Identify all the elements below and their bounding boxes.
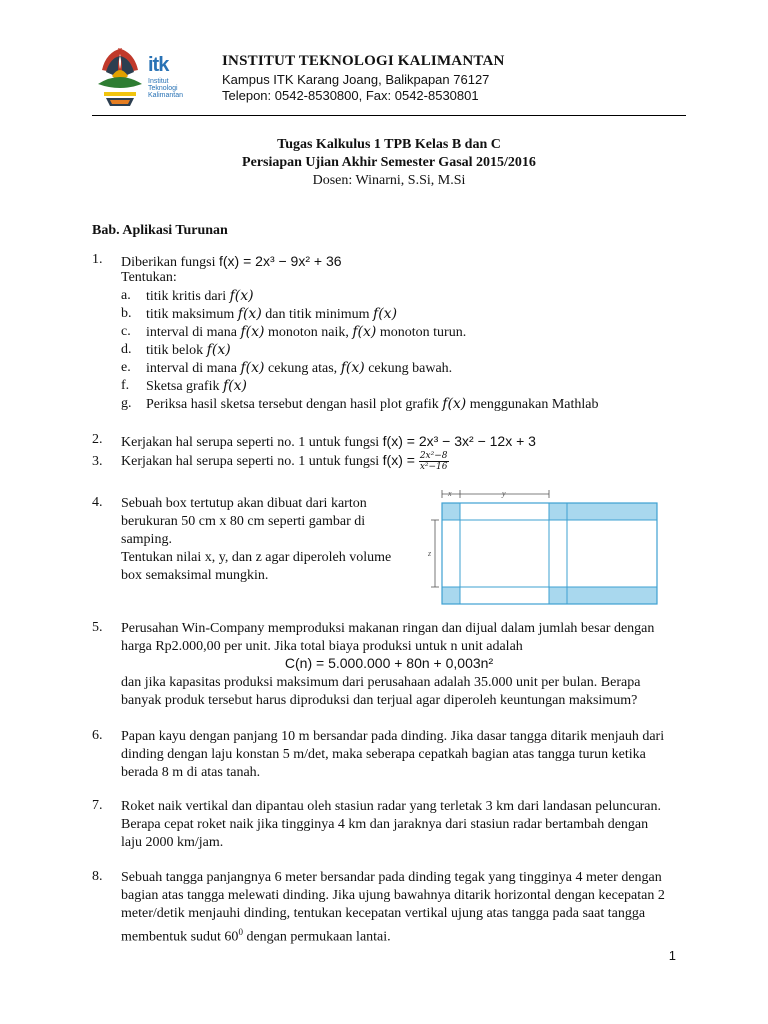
question-number: 7.	[92, 798, 103, 813]
side-flap	[567, 587, 657, 604]
function-symbol: f(x)	[229, 288, 254, 304]
function-symbol: f(x)	[340, 360, 365, 376]
dimension-z-arrow	[431, 520, 439, 587]
question-8-line: meter/detik menjauhi dinding, tentukan kecepatan vertikal ujung atas tangga pada saat tangga	[121, 906, 646, 921]
subitem-text: titik kritis dari f(x)	[146, 288, 254, 304]
question-number: 8.	[92, 869, 103, 884]
question-5-line: banyak produk tersebut harus diproduksi dan terjual agar diperoleh keuntungan maksimum?	[121, 693, 638, 708]
subitem-label: d.	[121, 342, 132, 357]
section-heading: Bab. Aplikasi Turunan	[92, 223, 228, 238]
subitem-text: titik belok f(x)	[146, 342, 231, 358]
question-number: 6.	[92, 728, 103, 743]
function-symbol: f(x)	[222, 378, 247, 394]
question-6-line: Papan kayu dengan panjang 10 m bersandar pada dinding. Jika dasar tangga ditarik menjauh dari	[121, 729, 665, 744]
subitem-label: a.	[121, 288, 131, 303]
box-net-figure	[428, 488, 664, 606]
institution-address: Kampus ITK Karang Joang, Balikpapan 76127	[222, 72, 490, 87]
question-7-line: Roket naik vertikal dan dipantau oleh stasiun radar yang terletak 3 km dari landasan peluncuran.	[121, 799, 661, 814]
hornbill-logo-icon	[92, 40, 200, 112]
subitem-text: Sketsa grafik f(x)	[146, 378, 247, 394]
subitem-text: interval di mana f(x) cekung atas, f(x) cekung bawah.	[146, 360, 453, 376]
question-7-line: laju 2000 km/jam.	[121, 835, 224, 850]
assignment-title: Tugas Kalkulus 1 TPB Kelas B dan C	[277, 137, 501, 152]
question-8-line: Sebuah tangga panjangnya 6 meter bersandar pada dinding tegak yang tingginya 4 meter dengan	[121, 870, 662, 885]
question-8-line: bagian atas tangga melewati dinding. Jika ujung bawahnya ditarik horizontal dengan kecepatan 2	[121, 888, 665, 903]
subitem-text: titik maksimum f(x) dan titik minimum f(x)	[146, 306, 398, 322]
question-3-text: Kerjakan hal serupa seperti no. 1 untuk fungsi f(x) = $\frac{\text{2x²−8}}{\text{x²−16}}$	[121, 451, 448, 473]
institution-phone: Telepon: 0542-8530800, Fax: 0542-8530801	[222, 88, 479, 103]
subitem-text: interval di mana f(x) monoton naik, f(x) monoton turun.	[146, 324, 467, 340]
box-net-diagram	[428, 488, 664, 606]
institution-name: INSTITUT TEKNOLOGI KALIMANTAN	[222, 53, 505, 69]
fraction: $\frac{\text{2x²−8}}{\text{x²−16}}$	[419, 451, 448, 473]
corner-flap	[549, 503, 567, 520]
subitem-label: f.	[121, 378, 130, 393]
question-5-line: dan jika kapasitas produksi maksimum dari perusahaan adalah 35.000 unit per bulan. Berapa	[121, 675, 641, 690]
function-symbol: f(x)	[240, 324, 265, 340]
page-number: 1	[668, 948, 676, 963]
question-7-line: Berapa cepat roket naik jika tingginya 4 km dan jaraknya dari stasiun radar bertambah dengan	[121, 817, 649, 832]
function-symbol: f(x)	[206, 342, 231, 358]
question-4-text: Sebuah box tertutup akan dibuat dari karton berukuran 50 cm x 80 cm seperti gambar di samping. Tentukan nilai x, y, dan z agar diperoleh volume box semaksimal mungkin.	[121, 496, 392, 583]
label-y: y	[502, 489, 506, 498]
question-8-line: membentuk sudut $60^0$ dengan permukaan lantai.	[121, 927, 391, 945]
corner-flap	[442, 503, 460, 520]
institution-logo	[92, 40, 200, 112]
question-number: 5.	[92, 620, 103, 635]
question-number: 2.	[92, 432, 103, 447]
function-symbol: f(x)	[442, 396, 467, 412]
function-symbol: f(x)	[237, 306, 262, 322]
function-symbol: f(x)	[373, 306, 398, 322]
header-divider	[92, 115, 686, 116]
corner-flap	[549, 587, 567, 604]
question-2-text: Kerjakan hal serupa seperti no. 1 untuk fungsi f(x) = 2x³ − 3x² − 12x + 3	[121, 433, 536, 450]
function-formula: f(x) = 2x³ − 3x² − 12x + 3	[382, 433, 536, 449]
exam-subtitle: Persiapan Ujian Akhir Semester Gasal 2015/2016	[242, 155, 536, 170]
subitem-text: Periksa hasil sketsa tersebut dengan hasil plot grafik f(x) menggunakan Mathlab	[146, 396, 599, 412]
question-number: 1.	[92, 252, 103, 267]
lecturer-line: Dosen: Winarni, S.Si, M.Si	[312, 173, 466, 188]
question-number: 4.	[92, 495, 103, 510]
label-x: x	[448, 489, 452, 498]
question-6-line: berada 8 m di atas tanah.	[121, 765, 261, 780]
tentukan-label: Tentukan:	[121, 270, 177, 285]
question-number: 3.	[92, 454, 103, 469]
subitem-label: b.	[121, 306, 132, 321]
label-z: z	[428, 549, 432, 558]
function-formula: f(x) = 2x³ − 9x² + 36	[218, 253, 342, 269]
function-symbol: f(x)	[240, 360, 265, 376]
question-5-line: Perusahan Win-Company memproduksi makanan ringan dan dijual dalam jumlah besar dengan	[121, 621, 655, 636]
side-flap	[567, 503, 657, 520]
logo-wordmark: Institut Teknologi Kalimantan	[148, 78, 184, 99]
subitem-label: c.	[121, 324, 131, 339]
function-symbol: f(x)	[352, 324, 377, 340]
question-5-line: harga Rp2.000,00 per unit. Jika total biaya produksi untuk n unit adalah	[121, 639, 523, 654]
corner-flap	[442, 587, 460, 604]
logo-mark: itk	[148, 54, 169, 76]
question-1-text: Diberikan fungsi f(x) = 2x³ − 9x² + 36	[121, 253, 342, 270]
question-6-line: dinding dengan laju konstan 5 m/det, maka seberapa cepatkah bagian atas tangga turun ketika	[121, 747, 646, 762]
subitem-label: g.	[121, 396, 132, 411]
subitem-label: e.	[121, 360, 131, 375]
cost-formula: C(n) = 5.000.000 + 80n + 0,003n²	[284, 655, 494, 671]
